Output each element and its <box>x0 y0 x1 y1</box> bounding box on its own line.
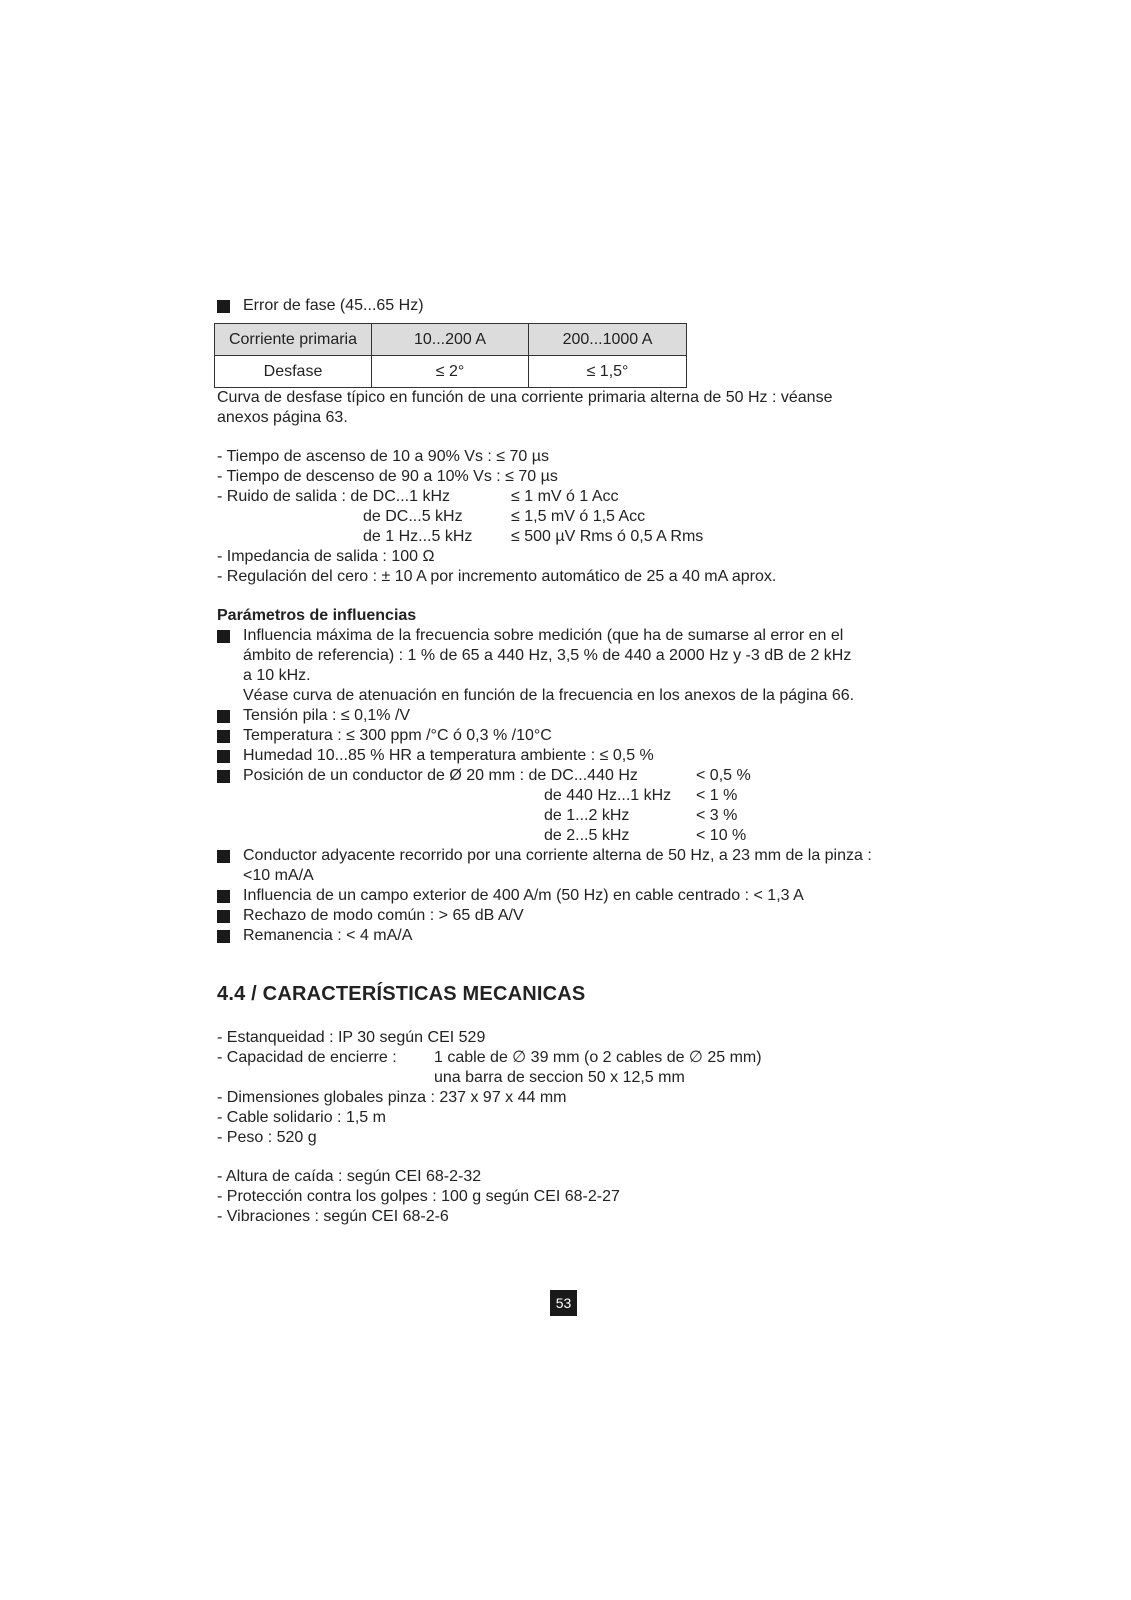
phase-error-heading: Error de fase (45...65 Hz) <box>217 296 907 316</box>
bullet-square-icon <box>217 730 230 743</box>
influence-title: Parámetros de influencias <box>217 607 417 624</box>
fall-time: - Tiempo de descenso de 90 a 10% Vs : ≤ 70 µs <box>217 468 558 485</box>
list-item-cont: Véase curva de atenuación en función de la frecuencia en los anexos de la página 66. <box>243 687 855 704</box>
list-item: Influencia de un campo exterior de 400 A/m (50 Hz) en cable centrado : < 1,3 A <box>217 886 907 906</box>
curve-note-cont: anexos página 63. <box>217 409 348 426</box>
vibrations: - Vibraciones : según CEI 68-2-6 <box>217 1208 449 1225</box>
list-item: Tensión pila : ≤ 0,1% /V <box>217 706 907 726</box>
bullet-square-icon <box>217 910 230 923</box>
table-header-cell: 200...1000 A <box>529 324 687 356</box>
position-value: < 10 % <box>696 827 747 844</box>
position-value: < 3 % <box>696 807 738 824</box>
list-item-cont: <10 mA/A <box>243 867 314 884</box>
position-row-3 <box>217 806 907 826</box>
bullet-square-icon <box>217 300 230 313</box>
capacity-label: - Capacidad de encierre : <box>217 1049 397 1066</box>
capacity-value: una barra de seccion 50 x 12,5 mm <box>434 1069 685 1086</box>
noise-value: ≤ 1 mV ó 1 Acc <box>511 488 619 505</box>
bullet-square-icon <box>217 770 230 783</box>
noise-band: de DC...5 kHz <box>363 508 463 525</box>
list-item: Humedad 10...85 % HR a temperatura ambiente : ≤ 0,5 % <box>217 746 907 766</box>
noise-value: ≤ 500 µV Rms ó 0,5 A Rms <box>511 528 704 545</box>
bullet-square-icon <box>217 710 230 723</box>
position-value: < 1 % <box>696 787 738 804</box>
bullet-square-icon <box>217 750 230 763</box>
capacity-value: 1 cable de ∅ 39 mm (o 2 cables de ∅ 25 mm) <box>434 1049 762 1066</box>
table-cell: Desfase <box>215 356 372 388</box>
position-band: de 1...2 kHz <box>544 807 630 824</box>
position-value: < 0,5 % <box>696 767 751 784</box>
position-label: Posición de un conductor de Ø 20 mm : de DC...440 Hz <box>243 767 638 784</box>
output-impedance: - Impedancia de salida : 100 Ω <box>217 548 435 565</box>
list-item: Temperatura : ≤ 300 ppm /°C ó 0,3 % /10°C <box>217 726 907 746</box>
noise-value: ≤ 1,5 mV ó 1,5 Acc <box>511 508 646 525</box>
sealing: - Estanqueidad : IP 30 según CEI 529 <box>217 1029 486 1046</box>
dimensions: - Dimensiones globales pinza : 237 x 97 x 44 mm <box>217 1089 567 1106</box>
section-title: 4.4 / CARACTERÍSTICAS MECANICAS <box>217 983 586 1005</box>
noise-band: de 1 Hz...5 kHz <box>363 528 473 545</box>
table-cell: ≤ 1,5° <box>529 356 687 388</box>
page-content <box>217 296 907 1227</box>
list-item <box>217 766 907 786</box>
weight: - Peso : 520 g <box>217 1129 317 1146</box>
noise-row-1 <box>217 487 907 507</box>
list-item: Influencia máxima de la frecuencia sobre medición (que ha de sumarse al error en el <box>217 626 907 646</box>
position-row-2 <box>217 786 907 806</box>
bullet-square-icon <box>217 890 230 903</box>
list-item-cont: ámbito de referencia) : 1 % de 65 a 440 Hz, 3,5 % de 440 a 2000 Hz y -3 dB de 2 kHz <box>243 647 852 664</box>
list-item: Conductor adyacente recorrido por una corriente alterna de 50 Hz, a 23 mm de la pinza : <box>217 846 907 866</box>
shock-protection: - Protección contra los golpes : 100 g según CEI 68-2-27 <box>217 1188 620 1205</box>
capacity-row-2 <box>217 1068 907 1088</box>
table-header-cell: Corriente primaria <box>215 324 372 356</box>
phase-error-table <box>214 323 687 388</box>
table-row <box>215 356 687 388</box>
position-row-4 <box>217 826 907 846</box>
curve-note: Curva de desfase típico en función de una corriente primaria alterna de 50 Hz : véanse <box>217 389 833 406</box>
list-item: Rechazo de modo común : > 65 dB A/V <box>217 906 907 926</box>
table-header-row <box>215 324 687 356</box>
noise-row-3 <box>217 527 907 547</box>
page-number: 53 <box>550 1290 577 1316</box>
drop-height: - Altura de caída : según CEI 68-2-32 <box>217 1168 482 1185</box>
rise-time: - Tiempo de ascenso de 10 a 90% Vs : ≤ 70 µs <box>217 448 549 465</box>
table-header-cell: 10...200 A <box>372 324 529 356</box>
capacity-row-1 <box>217 1048 907 1068</box>
bullet-square-icon <box>217 630 230 643</box>
position-band: de 440 Hz...1 kHz <box>544 787 672 804</box>
list-item: Remanencia : < 4 mA/A <box>217 926 907 946</box>
cable: - Cable solidario : 1,5 m <box>217 1109 386 1126</box>
position-band: de 2...5 kHz <box>544 827 630 844</box>
bullet-square-icon <box>217 930 230 943</box>
zero-regulation: - Regulación del cero : ± 10 A por incremento automático de 25 a 40 mA aprox. <box>217 568 777 585</box>
table-cell: ≤ 2° <box>372 356 529 388</box>
list-item-cont: a 10 kHz. <box>243 667 311 684</box>
bullet-square-icon <box>217 850 230 863</box>
noise-row-2 <box>217 507 907 527</box>
noise-label: - Ruido de salida : de DC...1 kHz <box>217 488 450 505</box>
